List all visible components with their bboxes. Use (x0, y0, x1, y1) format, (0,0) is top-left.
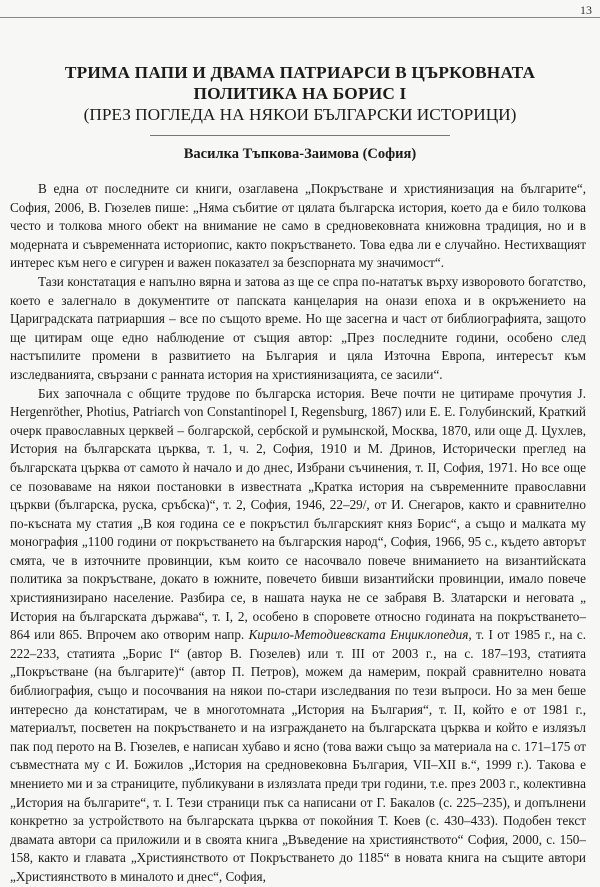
article-body (10, 180, 586, 887)
title-line-1: ТРИМА ПАПИ И ДВАМА ПАТРИАРСИ В ЦЪРКОВНАТА (64, 63, 536, 82)
header-rule (0, 17, 600, 18)
title-rule (150, 135, 450, 136)
author-line: Василка Тъпкова-Заимова (София) (183, 146, 417, 162)
page-number: 13 (580, 3, 592, 17)
paragraph-1: В една от последните си книги, озаглавена „Покръстване и християнизация на българите“, София, 2006, В. Гюзелев пише: „Няма събитие от цялата българска история, което да е било толкова често и толкова много обект на внимание не само в средновековната книжовна традиция, но и в модерната и съвременната историопис, както покръстването. Това едва ли е случайно. Нестихващият интерес към него е сигурен и важен показател за безспорната му значимост“. (10, 181, 586, 271)
title-line-2: ПОЛИТИКА НА БОРИС I (193, 84, 407, 103)
paragraph-3-part-b: т. I от 1985 г., на с. 222–233, статията „Борис I“ (автор В. Гюзелев) или т. III от 2003 г., на с. 187–193, статията „Покръстване (на българите)“ (автор П. Петров), можем да намерим, покрай сравнително новата библиография, също и посочвания на някои по-стари изследвания по тези въпроси. Но за мен беше интересно да констатирам, че в многотомната „История на България“, т. II, който е от 1981 г., материалът, посветен на покръстването и на изграждането на българската църква и който е излязъл пак под перото на В. Гюзелев, е написан хубаво и ясно (това важи също за материала на с. 171–175 от съвместната му с И. Божилов „История на средновековна България, VII–XII в.“, 1999 г.). Такова е мнението ми и за страниците, публикувани в излязлата преди три години, т.е. през 2003 г., колективна „История на българите“, т. I. Тези страници пък са написани от Г. Бакалов (с. 225–235), и допълнени конкретно за устройството на българската църква от покойния Т. Коев (с. 430–433). Подобен текст двамата автори са приложили и в своята книга „Въведение на християнството“ София, 2000, с. 150–158, както и главата „Християнството от Покръстването до 1185“ в новата книга на същите автори „Християнството в миналото и днес“, София, (10, 627, 587, 884)
paragraph-2: Тази констатация е напълно вярна и затова аз ще се спра по-нататък върху изворовото богатство, което е залегнало в документите от папската канцелария на онази епоха и в окръжението на Цариградската патриаршия – все по същото време. Но ще засегна и част от библиографията, защото ще цитирам още едно наблюдение от същия автор: „През последните години, особено след настъпилите промени в развитието на България и цяла Източна Европа, интересът към изследванията, свързани с ранната история на християнизацията, се засили“. (10, 273, 586, 382)
title-line-3: (ПРЕЗ ПОГЛЕДА НА НЯКОИ БЪЛГАРСКИ ИСТОРИЦИ) (83, 105, 517, 124)
paragraph-3-part-a: Бих започнала с общите трудове по българска история. Вече почти не цитираме прочутия J. Hergenröther, Photius, Patriarch von Constantinopel I, Regensburg, 1867) или Е. Е. Голубинский, Краткий очерк православных церквей – болгарской, сербской и румынской, Москва, 1870, или още Д. Цухлев, История на българската църква, т. 1, ч. 2, София, 1910 и М. Дринов, Исторически преглед на българската църква от самото ѝ начало и до днес, Избрани съчинения, т. II, София, 1971. Но все още се позоваваме на някои постановки в известната „Кратка история на съвременните православни църкви (българска, руска, сръбска)“, т. 2, София, 1946, 22–29/, от И. Снегаров, както и сравнително по-късната му статия „В коя година се е покръстил българският княз Борис“, а също и малката му монография „1100 години от покръстването на българския народ“, София, 1966, 95 с., където авторът смята, че в източните провинции, към които се насочвало повече вниманието на византийската политика за покръстване, докато в южните, повечето бивши византийски провинции, имало повече християнизирано население. Разбира се, в нашата наука не се забравя В. Златарски и неговата „ История на българската държава“, т. I, 2, особено в споровете относно годината на покръстването–864 или 865. Впрочем ако отворим напр. (10, 385, 586, 643)
paragraph-3 (10, 385, 586, 887)
encyclopedia-title: Кирило-Методиевската Енциклопедия, (248, 627, 472, 643)
article-title (20, 62, 580, 126)
